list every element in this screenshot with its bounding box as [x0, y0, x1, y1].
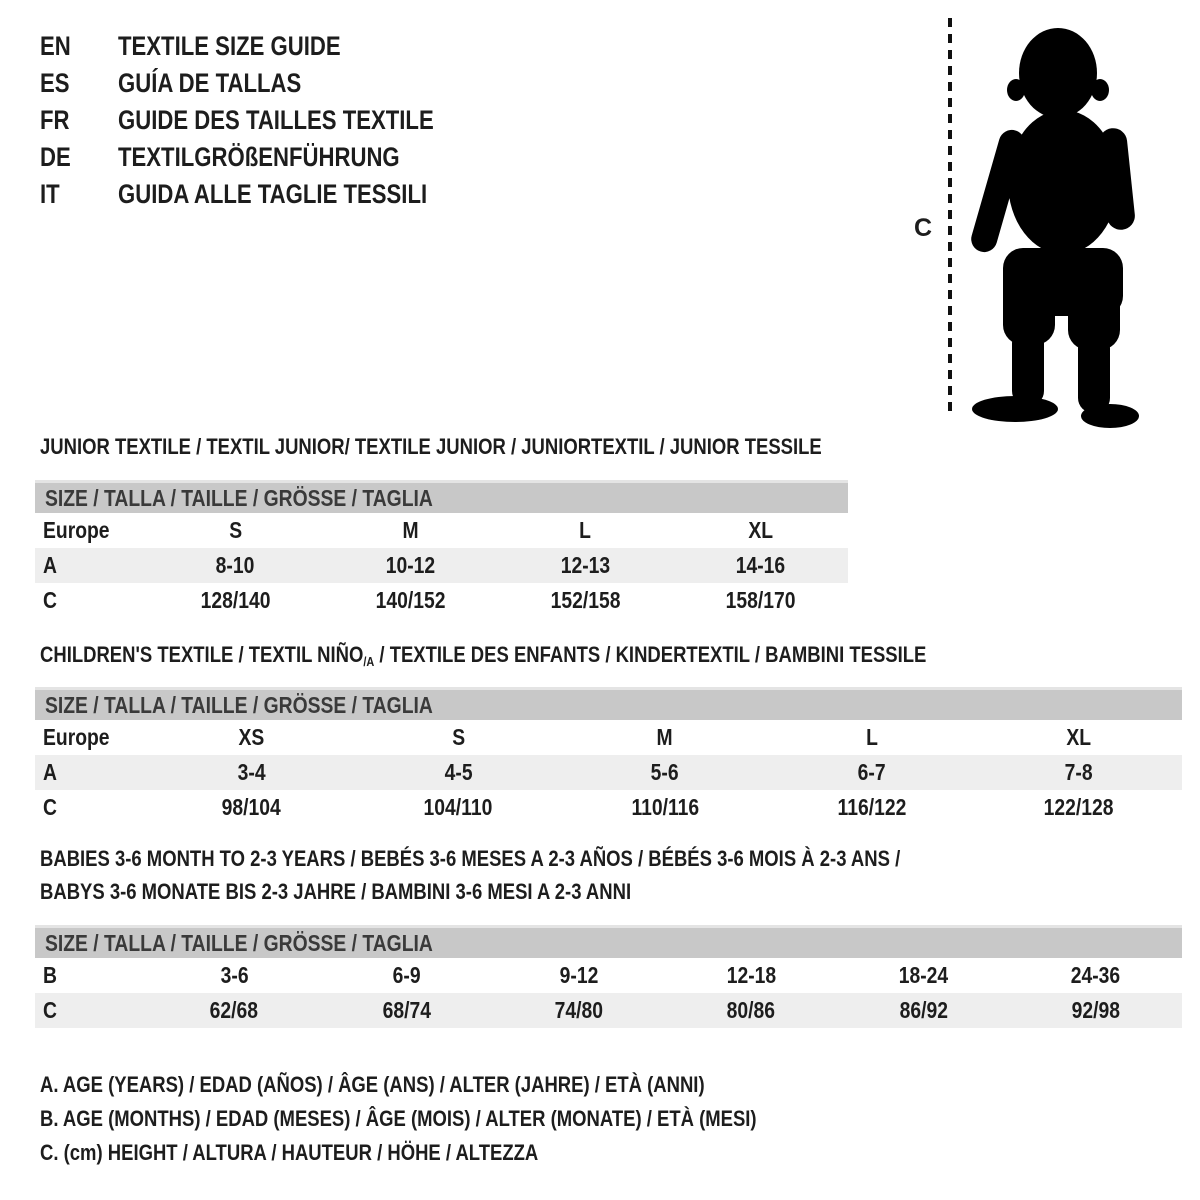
age-value: 12-13 [560, 552, 611, 578]
height-value: 110/116 [631, 794, 699, 820]
age-value: 10-12 [385, 552, 436, 578]
size-value: M [656, 724, 674, 750]
months-value: 3-6 [220, 962, 249, 988]
size-header-label: SIZE / TALLA / TAILLE / GRÖSSE / TAGLIA [45, 929, 433, 956]
height-value: 62/68 [209, 997, 259, 1023]
junior-row-age [35, 548, 848, 583]
language-title: GUÍA DE TALLAS [118, 68, 302, 98]
language-row-de [40, 139, 503, 176]
months-value: 9-12 [559, 962, 599, 988]
toddler-silhouette-shape [968, 28, 1139, 428]
height-value: 122/128 [1043, 794, 1114, 820]
toddler-silhouette-icon [900, 10, 1160, 440]
size-value: M [402, 517, 419, 543]
size-header-label: SIZE / TALLA / TAILLE / GRÖSSE / TAGLIA [45, 691, 433, 718]
legend-line-a: A. AGE (YEARS) / EDAD (AÑOS) / ÂGE (ANS) / ALTER (JAHRE) / ETÀ (ANNI) [40, 1072, 705, 1097]
legend-block [40, 1068, 893, 1170]
language-code: ES [40, 68, 70, 98]
age-value: 3-4 [237, 759, 266, 785]
babies-row-months [35, 958, 1182, 993]
row-label: C [43, 997, 57, 1023]
months-value: 24-36 [1071, 962, 1121, 988]
height-value: 128/140 [200, 587, 271, 613]
babies-section-title-line2: BABYS 3-6 MONATE BIS 2-3 JAHRE / BAMBINI 3-6 MESI A 2-3 ANNI [40, 879, 632, 904]
age-value: 5-6 [651, 759, 679, 785]
size-value: S [451, 724, 465, 750]
height-value: 116/122 [837, 794, 907, 820]
row-label: A [43, 552, 57, 578]
age-value: 6-7 [857, 759, 886, 785]
language-title: TEXTILGRÖßENFÜHRUNG [118, 142, 400, 172]
language-code: IT [40, 179, 60, 209]
height-value: 86/92 [899, 997, 948, 1023]
language-code: FR [40, 105, 70, 135]
height-value: 92/98 [1071, 997, 1120, 1023]
age-value: 8-10 [216, 552, 255, 578]
height-value: 140/152 [375, 587, 446, 613]
age-value: 14-16 [735, 552, 786, 578]
size-header-label: SIZE / TALLA / TAILLE / GRÖSSE / TAGLIA [45, 484, 433, 511]
row-label: A [43, 759, 57, 785]
language-row-es [40, 65, 503, 102]
nino-a-subscript: /A [363, 654, 375, 669]
language-row-it [40, 176, 503, 213]
language-title: GUIDA ALLE TAGLIE TESSILI [118, 179, 428, 209]
babies-table-header [35, 928, 1182, 958]
junior-row-europe [35, 513, 848, 548]
row-label: C [43, 794, 57, 820]
children-size-table [35, 690, 1182, 825]
children-row-age [35, 755, 1182, 790]
language-row-fr [40, 102, 503, 139]
size-value: L [865, 724, 878, 750]
language-title-list [40, 28, 503, 213]
row-label: Europe [43, 517, 110, 543]
size-value: XL [1066, 724, 1091, 750]
legend-line-c: C. (cm) HEIGHT / ALTURA / HAUTEUR / HÖHE / ALTEZZA [40, 1140, 539, 1165]
size-value: L [579, 517, 592, 543]
height-value: 80/86 [726, 997, 776, 1023]
children-table-header [35, 690, 1182, 720]
junior-section-title: JUNIOR TEXTILE / TEXTIL JUNIOR/ TEXTILE JUNIOR / JUNIORTEXTIL / JUNIOR TESSILE [40, 434, 822, 459]
age-value: 4-5 [444, 759, 473, 785]
row-label: B [43, 962, 57, 988]
children-section-title: CHILDREN'S TEXTILE / TEXTIL $NIÑO_{/A}$ / TEXTILE DES ENFANTS / KINDERTEXTIL / BAMBINI TESSILE [40, 642, 927, 669]
size-value: XL [748, 517, 773, 543]
junior-row-height [35, 583, 848, 618]
height-value: 104/110 [423, 794, 493, 820]
row-label: C [43, 587, 57, 613]
babies-row-height [35, 993, 1182, 1028]
children-row-europe [35, 720, 1182, 755]
babies-size-table [35, 928, 1182, 1028]
age-value: 7-8 [1064, 759, 1093, 785]
height-value: 152/158 [550, 587, 621, 613]
size-value: S [229, 517, 242, 543]
children-row-height [35, 790, 1182, 825]
babies-section-title-line1: BABIES 3-6 MONTH TO 2-3 YEARS / BEBÉS 3-6 MESES A 2-3 AÑOS / BÉBÉS 3-6 MOIS À 2-3 ANS / [40, 846, 901, 871]
months-value: 12-18 [726, 962, 776, 988]
row-label: Europe [43, 724, 110, 750]
language-title: TEXTILE SIZE GUIDE [118, 31, 341, 61]
months-value: 18-24 [898, 962, 949, 988]
language-code: DE [40, 142, 71, 172]
height-value: 98/104 [221, 794, 281, 820]
height-measure-label: C [914, 214, 933, 242]
junior-table-header [35, 483, 848, 513]
language-title: GUIDE DES TAILLES TEXTILE [118, 105, 434, 135]
height-value: 74/80 [554, 997, 603, 1023]
height-value: 158/170 [725, 587, 796, 613]
language-code: EN [40, 31, 71, 61]
legend-line-b: B. AGE (MONTHS) / EDAD (MESES) / ÂGE (MOIS) / ALTER (MONATE) / ETÀ (MESI) [40, 1106, 757, 1131]
language-row-en [40, 28, 503, 65]
size-value: XS [238, 724, 265, 750]
junior-size-table [35, 483, 848, 618]
months-value: 6-9 [392, 962, 421, 988]
height-value: 68/74 [382, 997, 431, 1023]
